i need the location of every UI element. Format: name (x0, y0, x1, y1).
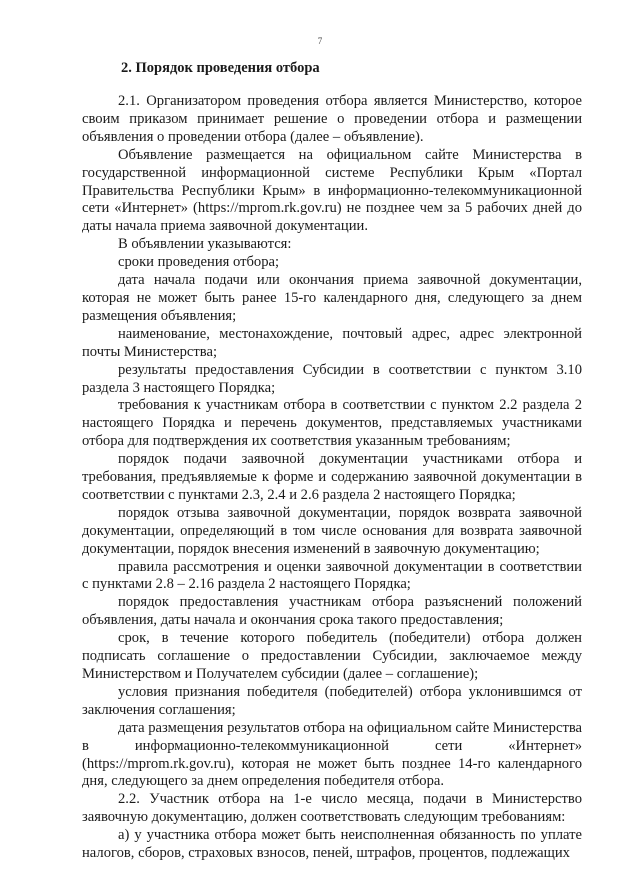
paragraph: 2.2. Участник отбора на 1-е число месяца, подачи в Министерство заявочную документацию, должен соответствовать следующим требованиям: (82, 791, 582, 826)
paragraph: Объявление размещается на официальном сайте Министерства в государственной информационной системе Республики Крым «Портал Правительства Республики Крым» в информационно-телекоммуникационной сети «Интернет» (https://mprom.rk.gov.ru) не позднее чем за 5 рабочих дней до даты начала приема заявочной документации. (82, 146, 582, 235)
paragraph: требования к участникам отбора в соответствии с пунктом 2.2 раздела 2 настоящего Порядка и перечень документов, представляемых участниками отбора для подтверждения их соответствия указанным требованиям; (82, 397, 582, 450)
section-heading: 2. Порядок проведения отбора (121, 60, 320, 76)
paragraph: В объявлении указываются: (118, 236, 292, 253)
paragraph: 2.1. Организатором проведения отбора является Министерство, которое своим приказом принимает решение о проведении отбора и размещении объявления о проведении отбора (далее – объявление). (82, 93, 582, 145)
page-number: 7 (317, 36, 323, 46)
paragraph: правила рассмотрения и оценки заявочной документации в соответствии с пунктами 2.8 – 2.16 раздела 2 настоящего Порядка; (82, 558, 582, 593)
paragraph: а) у участника отбора может быть неисполненная обязанность по уплате налогов, сборов, страховых взносов, пеней, штрафов, процентов, подлежащих (82, 827, 582, 862)
paragraph: дата начала подачи или окончания приема заявочной документации, которая не может быть ранее 15-го календарного дня, следующего за днем размещения объявления; (82, 272, 582, 324)
paragraph: порядок подачи заявочной документации участниками отбора и требования, предъявляемые к форме и содержанию заявочной документации в соответствии с пунктами 2.3, 2.4 и 2.6 раздела 2 настоящего Порядка; (82, 451, 582, 503)
paragraph: дата размещения результатов отбора на официальном сайте Министерства в информационно-телекоммуникационной сети «Интернет» (https://mprom.rk.gov.ru), которая не может быть позднее 14-го календарного дня, следующего за днем определения победителя отбора. (82, 719, 582, 790)
paragraph: результаты предоставления Субсидии в соответствии с пунктом 3.10 раздела 3 настоящего Порядка; (82, 361, 582, 396)
paragraph: условия признания победителя (победителей) отбора уклонившимся от заключения соглашения; (82, 683, 582, 718)
document-body (82, 93, 582, 863)
paragraph: срок, в течение которого победитель (победители) отбора должен подписать соглашение о предоставлении Субсидии, заключаемое между Министерством и Получателем субсидии (далее – соглашение); (82, 630, 582, 682)
paragraph: сроки проведения отбора; (118, 254, 280, 271)
paragraph: порядок предоставления участникам отбора разъяснений положений объявления, даты начала и окончания срока такого предоставления; (82, 594, 582, 629)
paragraph: порядок отзыва заявочной документации, порядок возврата заявочной документации, определяющий в том числе основания для возврата заявочной документации, порядок внесения изменений в заявочную документацию; (82, 504, 582, 557)
paragraph: наименование, местонахождение, почтовый адрес, адрес электронной почты Министерства; (82, 325, 582, 360)
